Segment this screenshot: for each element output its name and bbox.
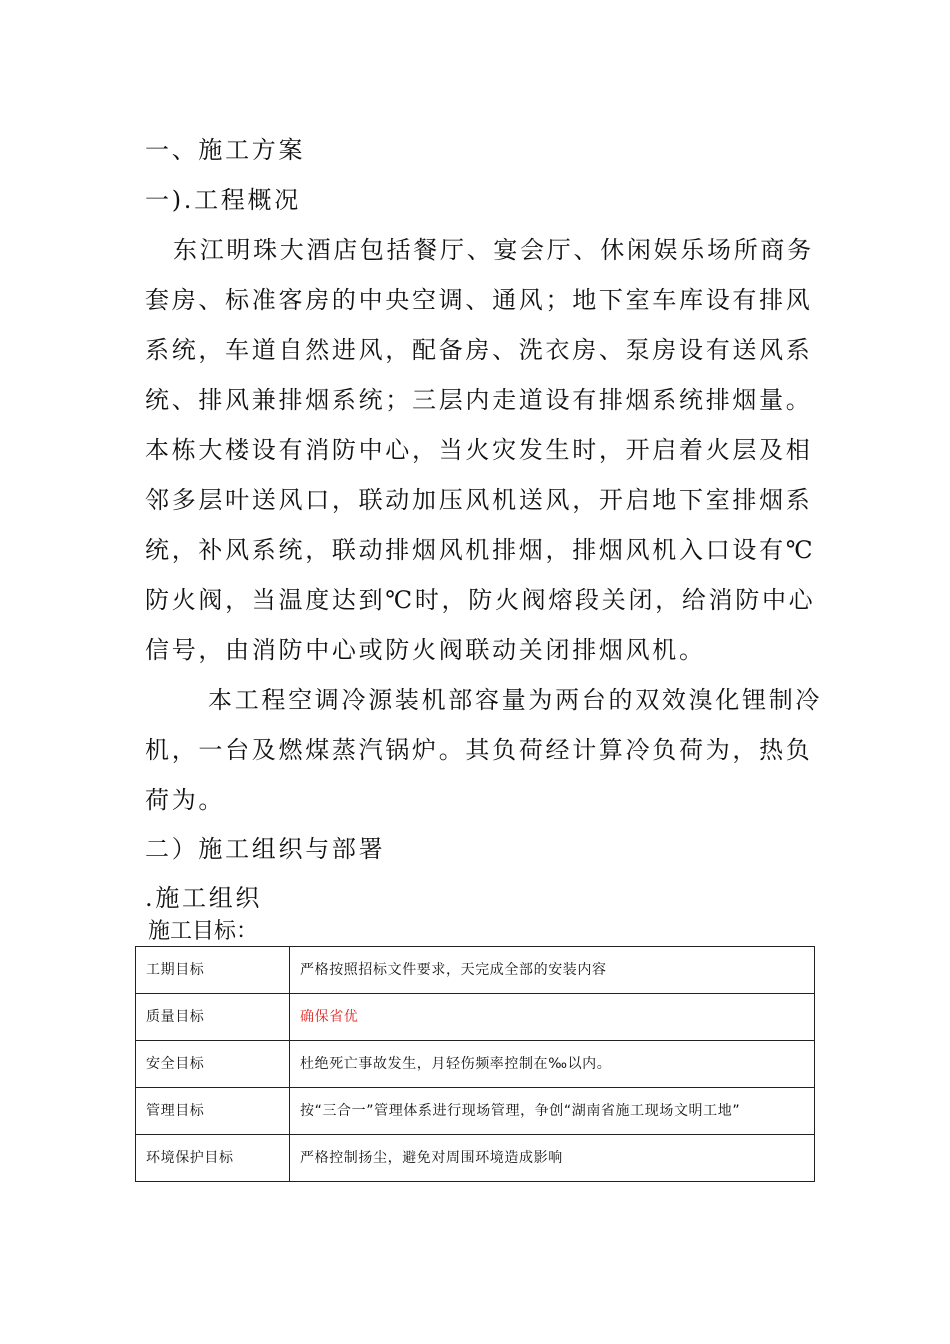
paragraph-line: 东江明珠大酒店包括餐厅、宴会厅、休闲娱乐场所商务 [173, 236, 814, 264]
section-heading-construction-plan: 一、施工方案 [145, 136, 306, 164]
goal-label: 安全目标 [136, 1041, 290, 1088]
subsection-heading-construction-organization: .施工组织 [145, 884, 263, 912]
goal-label: 质量目标 [136, 994, 290, 1041]
paragraph-line: 本栋大楼设有消防中心，当火灾发生时，开启着火层及相 [145, 436, 813, 464]
goal-value: 严格按照招标文件要求，天完成全部的安装内容 [290, 947, 815, 994]
subsection-heading-project-overview: 一).工程概况 [145, 186, 301, 214]
goal-value: 杜绝死亡事故发生，月轻伤频率控制在‰以内。 [290, 1041, 815, 1088]
goal-label: 管理目标 [136, 1088, 290, 1135]
table-row [136, 994, 815, 1041]
paragraph-line: 防火阀，当温度达到℃时，防火阀熔段关闭，给消防中心 [145, 586, 816, 614]
paragraph-line: 信号，由消防中心或防火阀联动关闭排烟风机。 [145, 636, 706, 664]
paragraph-line: 统，补风系统，联动排烟风机排烟，排烟风机入口设有℃ [145, 536, 816, 564]
goal-value: 严格控制扬尘，避免对周围环境造成影响 [290, 1135, 815, 1182]
goal-value-highlight: 确保省优 [290, 994, 815, 1041]
paragraph-line: 荷为。 [145, 786, 226, 814]
paragraph-line: 本工程空调冷源装机部容量为两台的双效溴化锂制冷 [208, 686, 823, 714]
table-row [136, 1088, 815, 1135]
goal-label: 工期目标 [136, 947, 290, 994]
paragraph-line: 统、排风兼排烟系统；三层内走道设有排烟系统排烟量。 [145, 386, 813, 414]
table-row [136, 1041, 815, 1088]
paragraph-line: 套房、标准客房的中央空调、通风；地下室车库设有排风 [145, 286, 813, 314]
goal-label: 环境保护目标 [136, 1135, 290, 1182]
paragraph-line: 系统，车道自然进风，配备房、洗衣房、泵房设有送风系 [145, 336, 813, 364]
paragraph-line: 邻多层叶送风口，联动加压风机送风，开启地下室排烟系 [145, 486, 813, 514]
table-row [136, 947, 815, 994]
goal-value: 按“三合一”管理体系进行现场管理，争创“湖南省施工现场文明工地” [290, 1088, 815, 1135]
table-row [136, 1135, 815, 1182]
paragraph-line: 机，一台及燃煤蒸汽锅炉。其负荷经计算冷负荷为，热负 [145, 736, 813, 764]
goals-table [135, 946, 815, 1182]
subsection-heading-organization: 二）施工组织与部署 [145, 835, 386, 863]
table-caption: 施工目标： [148, 919, 259, 944]
